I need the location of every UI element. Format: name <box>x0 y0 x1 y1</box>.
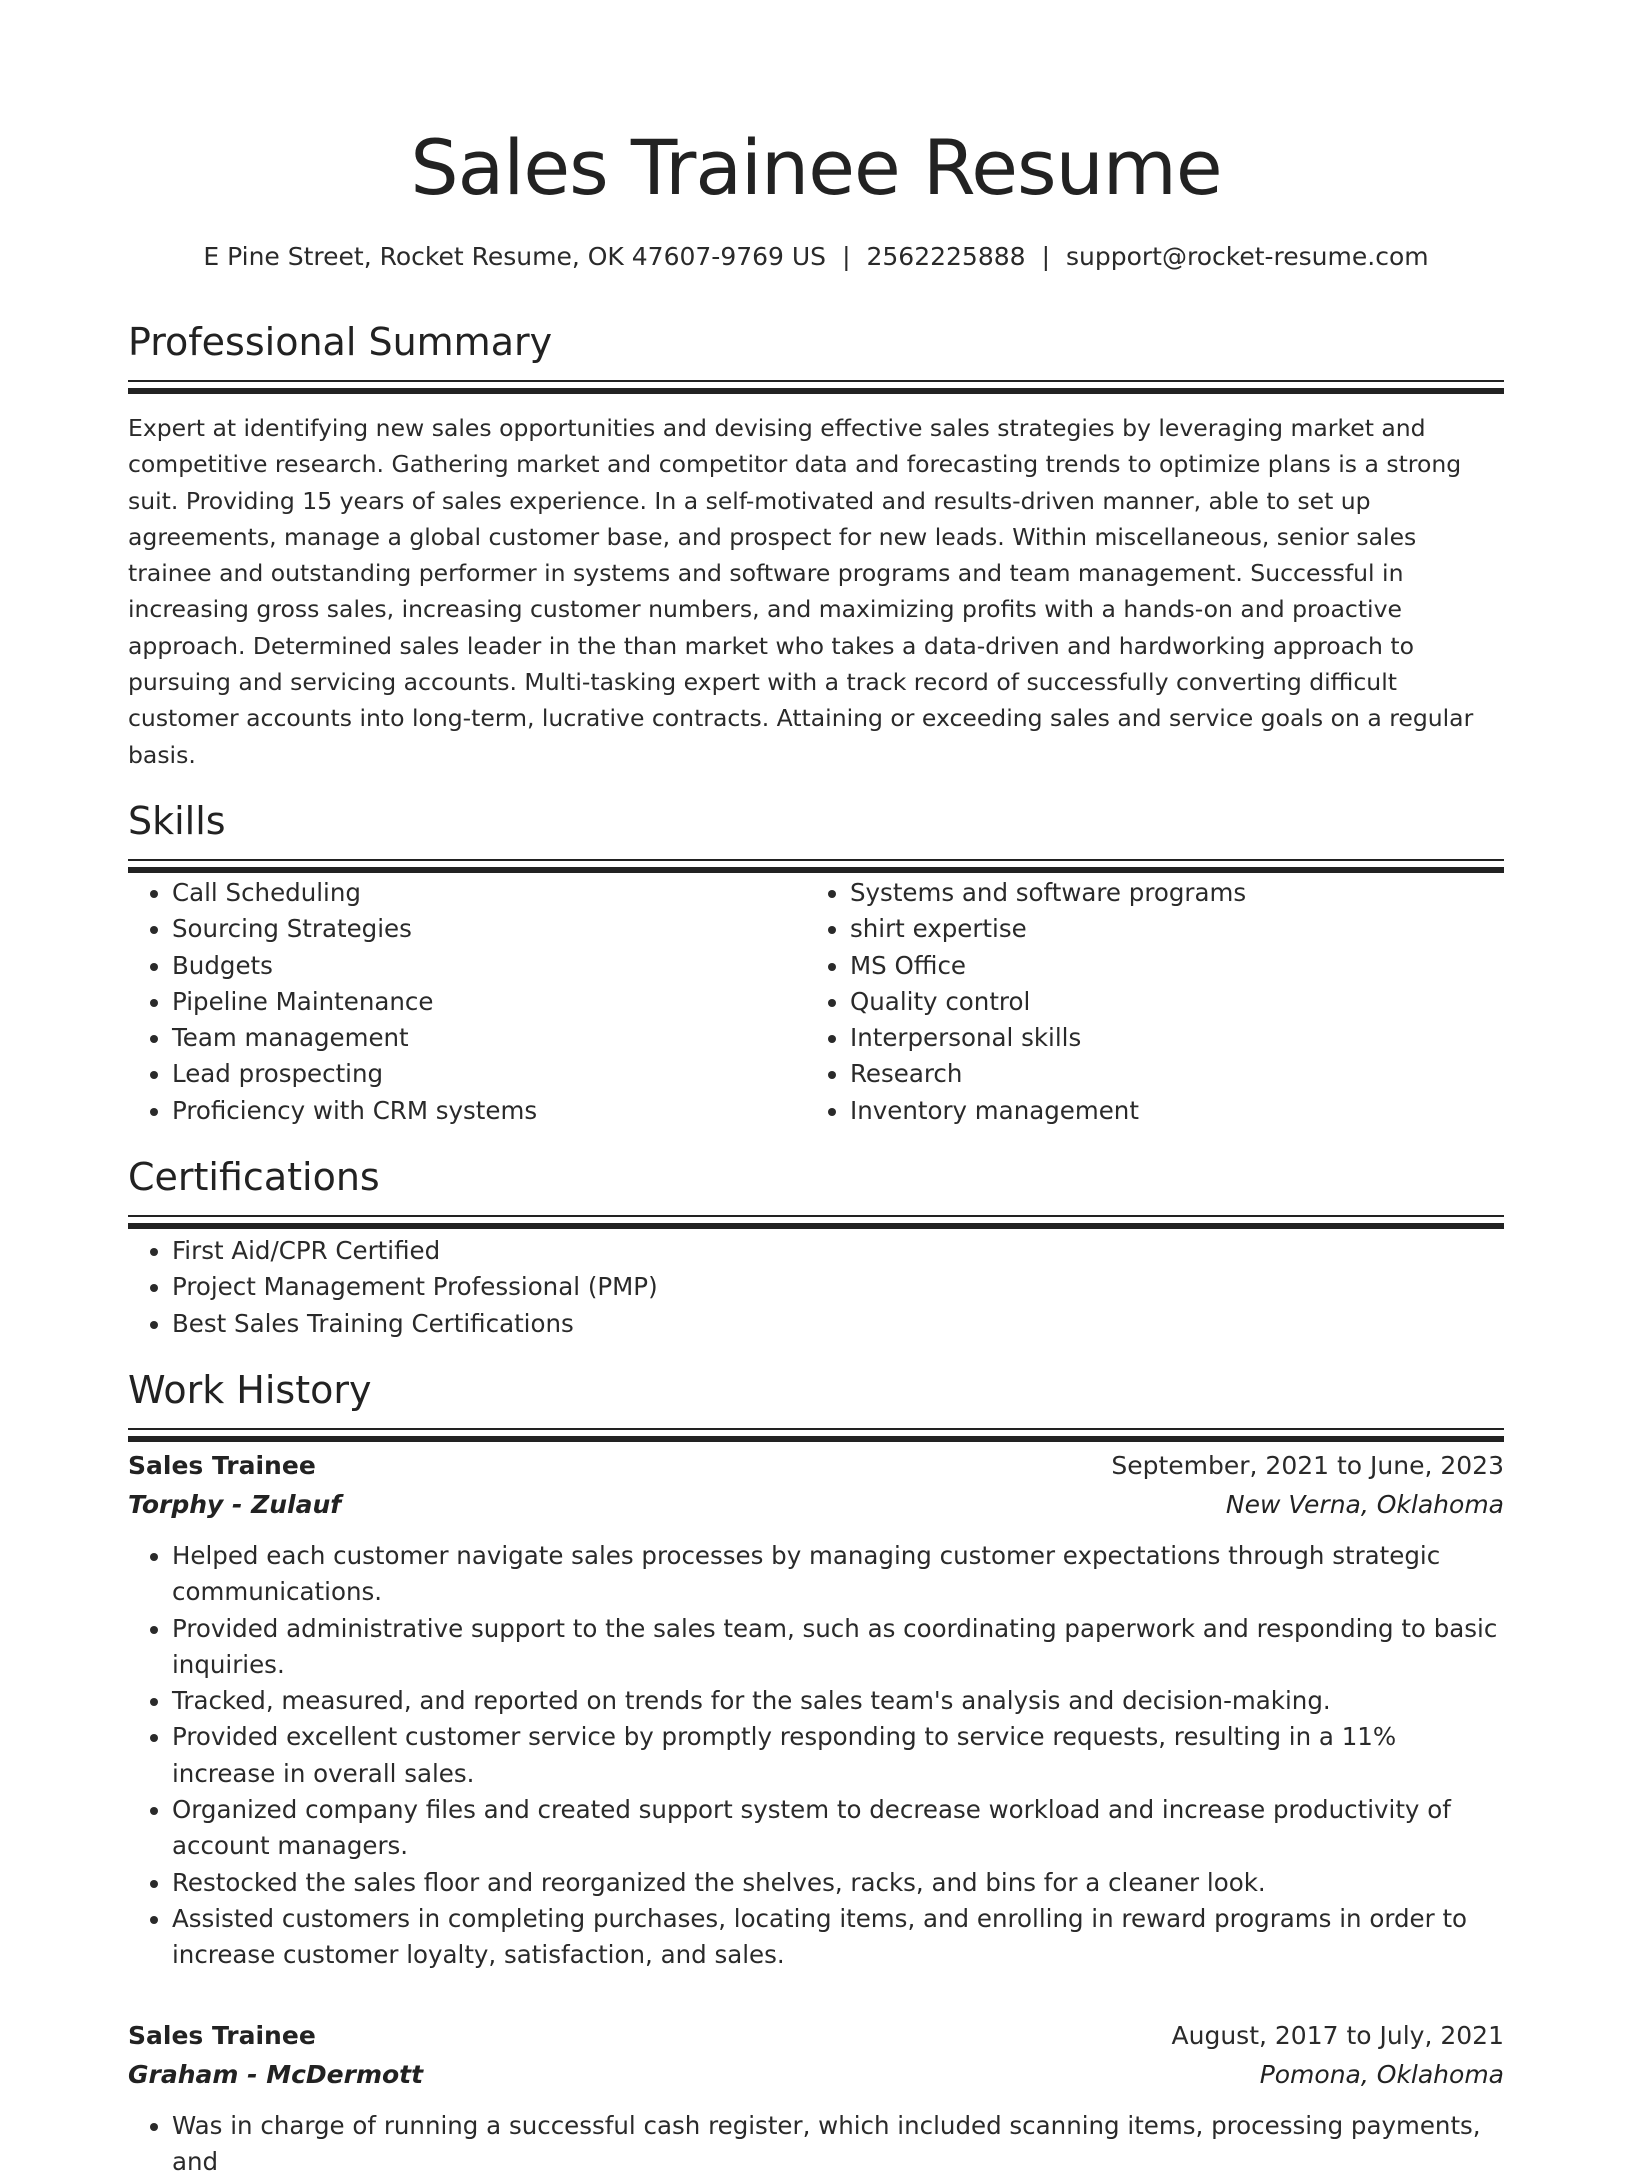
skill-item: • MS Office <box>850 948 1484 984</box>
job-duties-list <box>128 1538 1504 1974</box>
summary-text: Expert at identifying new sales opportunities and devising effective sales strategies by leveraging market and competitive research. Gathering market and competitor data and forecasting trends to optimize plans is a strong suit. Providing 15 years of sales experience. In a self-motivated and results-driven manner, able to set up agreements, manage a global customer base, and prospect for new leads. Within miscellaneous, senior sales trainee and outstanding performer in systems and software programs and team management. Successful in increasing gross sales, increasing customer numbers, and maximizing profits with a hands-on and proactive approach. Determined sales leader in the than market who takes a data-driven and hardworking approach to pursuing and servicing accounts. Multi-tasking expert with a track record of successfully converting difficult customer accounts into long-term, lucrative contracts. Attaining or exceeding sales and service goals on a regular basis. <box>128 410 1504 773</box>
certifications-section <box>128 1153 1504 1342</box>
resume-title: Sales Trainee Resume <box>128 0 1504 218</box>
section-divider <box>128 1215 1504 1217</box>
certification-item: • First Aid/CPR Certified <box>172 1233 1504 1269</box>
job-duty: • Restocked the sales floor and reorganized the shelves, racks, and bins for a cleaner look. <box>172 1865 1504 1901</box>
job-duty: • Tracked, measured, and reported on trends for the sales team's analysis and decision-making. <box>172 1683 1504 1719</box>
contact-separator: | <box>1042 240 1050 274</box>
resume-page <box>128 0 1504 2180</box>
summary-section <box>128 318 1504 773</box>
skill-item: • Team management <box>172 1020 806 1056</box>
section-heading-certifications: Certifications <box>128 1153 1504 1201</box>
contact-address: E Pine Street, Rocket Resume, OK 47607-9769 US <box>203 242 826 271</box>
job-duty: • Organized company files and created support system to decrease workload and increase productivity of account managers. <box>172 1792 1504 1865</box>
skill-item: • Research <box>850 1056 1484 1092</box>
skill-item: • Budgets <box>172 948 806 984</box>
job-entry <box>128 1446 1504 1974</box>
job-dates: August, 2017 to July, 2021 <box>1172 2016 1504 2056</box>
skill-item: • Sourcing Strategies <box>172 911 806 947</box>
job-duty: • Provided excellent customer service by promptly responding to service requests, resulting in a 11% increase in overall sales. <box>172 1719 1504 1792</box>
skill-item: • Quality control <box>850 984 1484 1020</box>
skill-item: • Proficiency with CRM systems <box>172 1093 806 1129</box>
job-subheader <box>128 1486 1504 1524</box>
skills-list-left <box>128 875 806 1129</box>
job-location: New Verna, Oklahoma <box>1226 1486 1504 1524</box>
certification-item: • Project Management Professional (PMP) <box>172 1269 1504 1305</box>
job-duties-list <box>128 2108 1504 2180</box>
job-location: Pomona, Oklahoma <box>1260 2056 1504 2094</box>
certification-item: • Best Sales Training Certifications <box>172 1306 1504 1342</box>
job-entry <box>128 2016 1504 2180</box>
contact-email: support@rocket-resume.com <box>1066 242 1429 271</box>
skill-item: • Pipeline Maintenance <box>172 984 806 1020</box>
skills-list-right <box>806 875 1484 1129</box>
job-subheader <box>128 2056 1504 2094</box>
job-dates: September, 2021 to June, 2023 <box>1111 1446 1504 1486</box>
skill-item: • Systems and software programs <box>850 875 1484 911</box>
section-divider <box>128 1428 1504 1430</box>
job-title: Sales Trainee <box>128 2016 316 2056</box>
work-history-section <box>128 1366 1504 2180</box>
skill-item: • Inventory management <box>850 1093 1484 1129</box>
section-heading-skills: Skills <box>128 797 1504 845</box>
section-heading-summary: Professional Summary <box>128 318 1504 366</box>
skill-item: • Call Scheduling <box>172 875 806 911</box>
skill-item: • shirt expertise <box>850 911 1484 947</box>
section-heading-work-history: Work History <box>128 1366 1504 1414</box>
contact-separator: | <box>842 240 850 274</box>
skill-item: • Interpersonal skills <box>850 1020 1484 1056</box>
skill-item: • Lead prospecting <box>172 1056 806 1092</box>
skills-columns <box>128 875 1504 1129</box>
job-duty: • Provided administrative support to the sales team, such as coordinating paperwork and responding to basic inquiries. <box>172 1611 1504 1684</box>
job-title: Sales Trainee <box>128 1446 316 1486</box>
job-duty: • Was in charge of running a successful cash register, which included scanning items, processing payments, and <box>172 2108 1504 2180</box>
section-divider <box>128 380 1504 382</box>
certifications-list <box>128 1233 1504 1342</box>
job-header <box>128 2016 1504 2056</box>
job-duty: • Helped each customer navigate sales processes by managing customer expectations through strategic communications. <box>172 1538 1504 1611</box>
job-header <box>128 1446 1504 1486</box>
job-duty: • Assisted customers in completing purchases, locating items, and enrolling in reward programs in order to increase customer loyalty, satisfaction, and sales. <box>172 1901 1504 1974</box>
job-company: Graham - McDermott <box>128 2056 423 2094</box>
contact-phone: 2562225888 <box>867 242 1026 271</box>
skills-section <box>128 797 1504 1129</box>
contact-line <box>128 240 1504 274</box>
section-divider <box>128 859 1504 861</box>
job-company: Torphy - Zulauf <box>128 1486 341 1524</box>
